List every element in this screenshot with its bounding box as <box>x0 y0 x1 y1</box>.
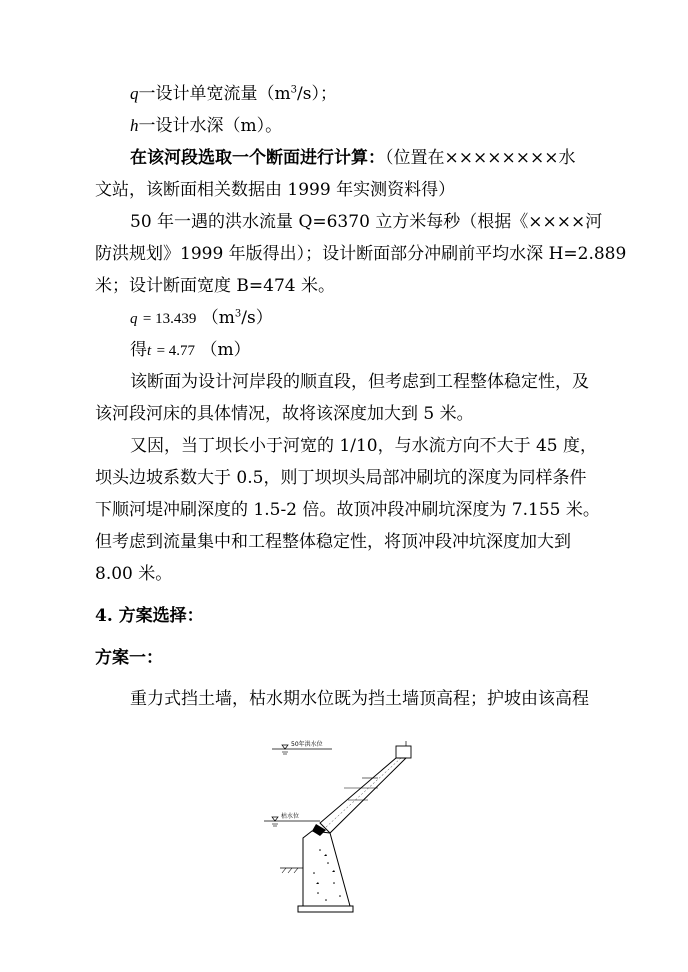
paragraph-line: 该河段河床的具体情况，故将该深度加大到 5 米。 <box>95 404 474 424</box>
paragraph-line: 米；设计断面宽度 B=474 米。 <box>95 276 335 296</box>
definition-q: q一设计单宽流量$(m^3/s)$； <box>130 84 337 104</box>
gravity-retaining-wall <box>303 831 350 906</box>
paragraph-line: 重力式挡土墙，枯水期水位既为挡土墙顶高程；护坡由该高程 <box>130 689 589 709</box>
equation-q: q = 13.439 $(m^3/s)$ <box>130 308 273 328</box>
dry-level-marker <box>264 812 320 826</box>
symbol-h: h <box>130 116 139 135</box>
flood-level-marker <box>272 740 332 754</box>
definition-h: h一设计水深（m）。 <box>130 116 283 136</box>
paragraph-line: 坝头边坡系数大于 0.5，则丁坝坝头局部冲刷坑的深度为同样条件 <box>95 468 587 488</box>
paragraph-line: 该断面为设计河岸段的顺直段，但考虑到工程整体稳定性，及 <box>130 372 589 392</box>
paragraph-line: 50 年一遇的洪水流量 Q=6370 立方米每秒（根据《××××河 <box>130 212 603 232</box>
section-intro-bold: 在该河段选取一个断面进行计算： <box>130 148 385 168</box>
flood-level-label: 50年洪水位 <box>291 741 323 748</box>
paragraph-line: 下顺河堤冲刷深度的 1.5-2 倍。故顶冲段冲刷坑深度为 7.155 米。 <box>95 500 600 520</box>
symbol-q: q <box>130 84 139 103</box>
wall-foundation <box>298 906 353 912</box>
dry-level-label: 枯水位 <box>281 813 300 820</box>
paragraph-line: 文站，该断面相关数据由 1999 年实测资料得） <box>95 180 456 200</box>
slope-cap <box>396 746 411 758</box>
paragraph-line: 8.00 米。 <box>95 564 173 584</box>
revetment-slope <box>320 758 406 833</box>
toe-block <box>312 824 326 836</box>
paragraph-line: 又因，当丁坝长小于河宽的 1/10，与水流方向不大于 45 度， <box>130 436 598 456</box>
ground-line <box>280 868 303 873</box>
scheme-heading: 方案一： <box>95 648 163 668</box>
section-intro: 在该河段选取一个断面进行计算：（位置在××××××××水 <box>130 148 576 168</box>
paragraph-line: 防洪规划》1999 年版得出）；设计断面部分冲刷前平均水深 H=2.889 <box>95 244 627 264</box>
paragraph-line: 但考虑到流量集中和工程整体稳定性，将顶冲段冲坑深度加大到 <box>95 532 571 552</box>
retaining-wall-diagram <box>258 738 428 923</box>
section-heading: 4. 方案选择： <box>95 606 204 626</box>
equation-t: 得t = 4.77 （m） <box>130 340 251 360</box>
